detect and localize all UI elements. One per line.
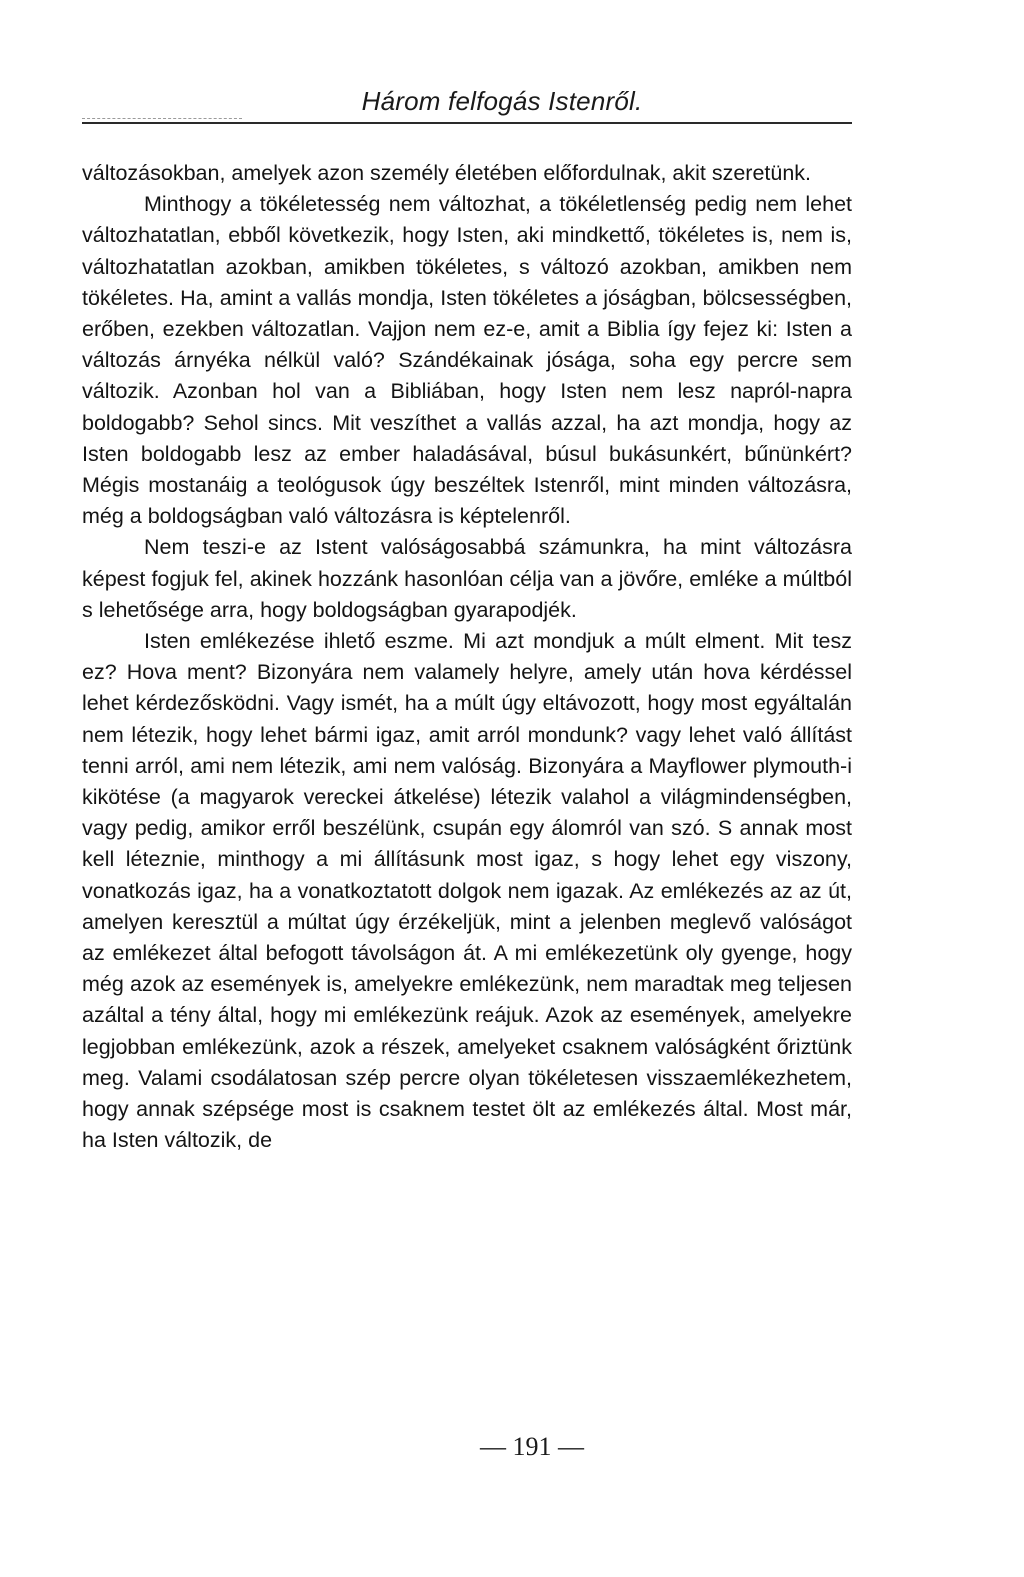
paragraph-1: változásokban, amelyek azon személy életében előfordulnak, akit szeretünk.	[82, 161, 812, 185]
paragraph-2: Minthogy a tökéletesség nem változhat, a tökéletlenség pedig nem lehet változhatatlan, ebből következik, hogy Isten, aki mindkettő, tökéletes is, nem is, változhatatlan azokban, amikben tökéletes, s változó azokban, amikben nem tökéletes. Ha, amint a vallás mondja, Isten tökéletes a jóságban, bölcsességben, erőben, ezekben változatlan. Vajjon nem ez-e, amit a Biblia így fejez ki: Isten a változás árnyéka nélkül való? Szándékainak jósága, soha egy percre sem változik. Azonban hol van a Bibliában, hogy Isten nem lesz napról-napra boldogabb? Sehol sincs. Mit veszíthet a vallás azzal, ha azt mondja, hogy az Isten boldogabb lesz az ember haladásával, búsul bukásunkért, bűnünkért? Mégis mostanáig a teológusok úgy beszéltek Istenről, mint minden változásra, még a boldogságban való változásra is képtelenről.	[82, 192, 852, 529]
running-title: Három felfogás Istenről.	[361, 86, 643, 116]
body-text	[82, 158, 852, 1157]
paragraph-4: Isten emlékezése ihlető eszme. Mi azt mondjuk a múlt elment. Mit tesz ez? Hova ment? Bizonyára nem valamely helyre, amely után hova kérdéssel lehet kérdezősködni. Vagy ismét, ha a múlt úgy eltávozott, hogy most egyáltalán nem létezik, hogy lehet bármi igaz, amit arról mondunk? vagy lehet való állítást tenni arról, ami nem létezik, ami nem valóság. Bizonyára a Mayflower plymouth-i kikötése (a magyarok vereckei átkelése) létezik valahol a világmindenségben, vagy pedig, amikor erről beszélünk, csupán egy álomról van szó. S annak most kell léteznie, minthogy a mi állításunk most igaz, s hogy lehet egy viszony, vonatkozás igaz, ha a vonatkoztatott dolgok nem igazak. Az emlékezés az az út, amelyen keresztül a múltat úgy érzékeljük, mint a jelenben meglevő valóságot az emlékezet által befogott távolságon át. A mi emlékezetünk oly gyenge, hogy még azok az események is, amelyekre emlékezünk, nem maradtak meg teljesen azáltal a tény által, hogy mi emlékezünk reájuk. Azok az események, amelyekre legjobban emlékezünk, azok a részek, amelyeket csaknem valóságként őriztünk meg. Valami csodálatosan szép percre olyan tökéletesen visszaemlékezhetem, hogy annak szépsége most is csaknem testet ölt az emlékezés által. Most már, ha Isten változik, de	[82, 629, 852, 1153]
running-head	[82, 78, 852, 128]
paragraph-3: Nem teszi-e az Istent valóságosabbá számunkra, ha mint változásra képest fogjuk fel, akinek hozzánk hasonlóan célja van a jövőre, emléke a múltból s lehetősége arra, hogy boldogságban gyarapodjék.	[82, 535, 852, 622]
header-rule	[82, 122, 852, 124]
header-rule-faint	[82, 118, 242, 119]
page-number: — 191 —	[480, 1432, 584, 1461]
